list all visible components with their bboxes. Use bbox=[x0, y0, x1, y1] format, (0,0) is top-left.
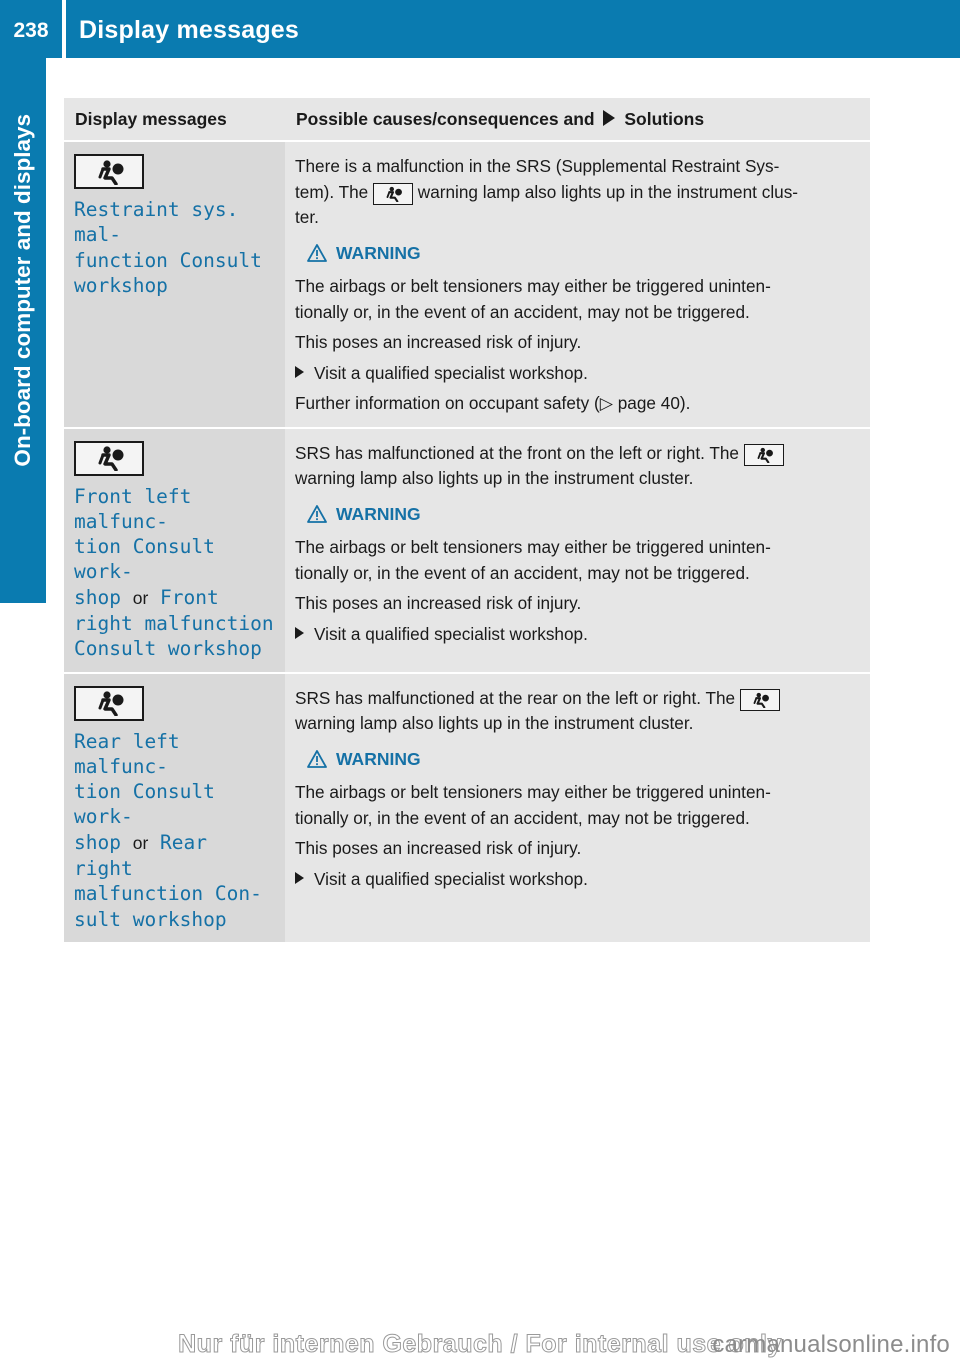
warning-triangle-icon bbox=[307, 750, 327, 768]
action-step bbox=[295, 622, 864, 648]
action-step bbox=[295, 361, 864, 387]
cause-text-part1: There is a malfunction in the SRS (Supplemental Restraint Sys- tem). The bbox=[295, 156, 780, 202]
warning-heading bbox=[307, 241, 864, 267]
site-watermark: carmanualsonline.info bbox=[712, 1331, 950, 1358]
display-message-part2: Rear right malfunction Con- sult workshop bbox=[74, 830, 262, 931]
action-text: Visit a qualified specialist workshop. bbox=[314, 868, 588, 889]
cause-text bbox=[295, 686, 864, 737]
warning-heading bbox=[307, 747, 864, 773]
side-tab-label: On-board computer and displays bbox=[10, 114, 35, 467]
display-message-or: or bbox=[132, 832, 149, 853]
warning-text: The airbags or belt tensioners may either be triggered uninten- tionally or, in the event of an accident, may not be triggered. bbox=[295, 537, 771, 583]
table-row bbox=[64, 428, 870, 673]
action-step bbox=[295, 867, 864, 893]
display-message-or: or bbox=[132, 587, 149, 608]
airbag-warning-icon bbox=[740, 689, 780, 711]
causes-solutions-cell bbox=[285, 673, 870, 942]
cause-text-part2: warning lamp also lights up in the instrument cluster. bbox=[295, 468, 694, 488]
risk-text: This poses an increased risk of injury. bbox=[295, 838, 582, 859]
display-message-cell bbox=[64, 428, 285, 673]
display-messages-table bbox=[64, 98, 870, 942]
page-number: 238 bbox=[13, 19, 49, 42]
warning-text: The airbags or belt tensioners may either be triggered uninten- tionally or, in the event of an accident, may not be triggered. bbox=[295, 276, 771, 322]
action-arrow-icon bbox=[295, 872, 304, 884]
action-arrow-icon bbox=[295, 366, 304, 378]
airbag-warning-icon bbox=[74, 686, 144, 721]
col-header-solutions-text: Solutions bbox=[624, 109, 705, 129]
table-header-row bbox=[64, 98, 870, 141]
header-divider bbox=[62, 0, 66, 58]
airbag-warning-icon bbox=[744, 444, 784, 466]
display-message-text bbox=[74, 729, 277, 932]
display-message-part1: Front left malfunc- tion Consult work- shop bbox=[74, 484, 215, 609]
warning-triangle-icon bbox=[307, 244, 327, 262]
side-tab-label-wrap bbox=[0, 58, 46, 603]
table-row bbox=[64, 673, 870, 942]
action-text: Visit a qualified specialist workshop. bbox=[314, 623, 588, 644]
cause-text-part2: warning lamp also lights up in the instrument clus- ter. bbox=[295, 181, 799, 227]
display-message-text bbox=[74, 484, 277, 662]
warning-label: WARNING bbox=[336, 748, 421, 769]
airbag-warning-icon bbox=[74, 441, 144, 476]
internal-use-note: Nur für internen Gebrauch / For internal use only bbox=[178, 1330, 782, 1358]
action-text: Visit a qualified specialist workshop. bbox=[314, 362, 588, 383]
table-row bbox=[64, 141, 870, 428]
warning-label: WARNING bbox=[336, 242, 421, 263]
warning-triangle-icon bbox=[307, 505, 327, 523]
warning-text: The airbags or belt tensioners may either be triggered uninten- tionally or, in the event of an accident, may not be triggered. bbox=[295, 782, 771, 828]
cause-text-part1: SRS has malfunctioned at the front on the left or right. The bbox=[295, 442, 739, 463]
col-header-display-messages: Display messages bbox=[64, 98, 285, 141]
risk-text: This poses an increased risk of injury. bbox=[295, 593, 582, 613]
display-message-part2: Front right malfunction Consult workshop bbox=[74, 585, 274, 661]
col-header-causes-text: Possible causes/consequences and bbox=[296, 109, 595, 129]
causes-solutions-cell bbox=[285, 141, 870, 428]
warning-heading bbox=[307, 502, 864, 528]
display-message-cell bbox=[64, 673, 285, 942]
cause-text-part2: warning lamp also lights up in the instrument cluster. bbox=[295, 713, 694, 734]
page-title: Display messages bbox=[79, 16, 299, 44]
arrow-right-icon bbox=[603, 110, 615, 126]
airbag-warning-icon bbox=[74, 154, 144, 189]
action-arrow-icon bbox=[295, 627, 304, 639]
warning-label: WARNING bbox=[336, 503, 421, 524]
airbag-warning-icon bbox=[373, 183, 413, 205]
further-info-link-text: Further information on occupant safety (▷ page 40). bbox=[295, 393, 691, 413]
display-message-part1: Rear left malfunc- tion Consult work- shop bbox=[74, 729, 215, 854]
display-message-cell bbox=[64, 141, 285, 428]
cause-text-part1: SRS has malfunctioned at the rear on the left or right. The bbox=[295, 687, 736, 708]
causes-solutions-cell bbox=[285, 428, 870, 673]
cause-text bbox=[295, 154, 864, 231]
risk-text: This poses an increased risk of injury. bbox=[295, 332, 582, 352]
display-message-text: Restraint sys. mal- function Consult workshop bbox=[74, 198, 262, 297]
cause-text bbox=[295, 441, 864, 492]
col-header-causes-solutions bbox=[285, 98, 870, 141]
